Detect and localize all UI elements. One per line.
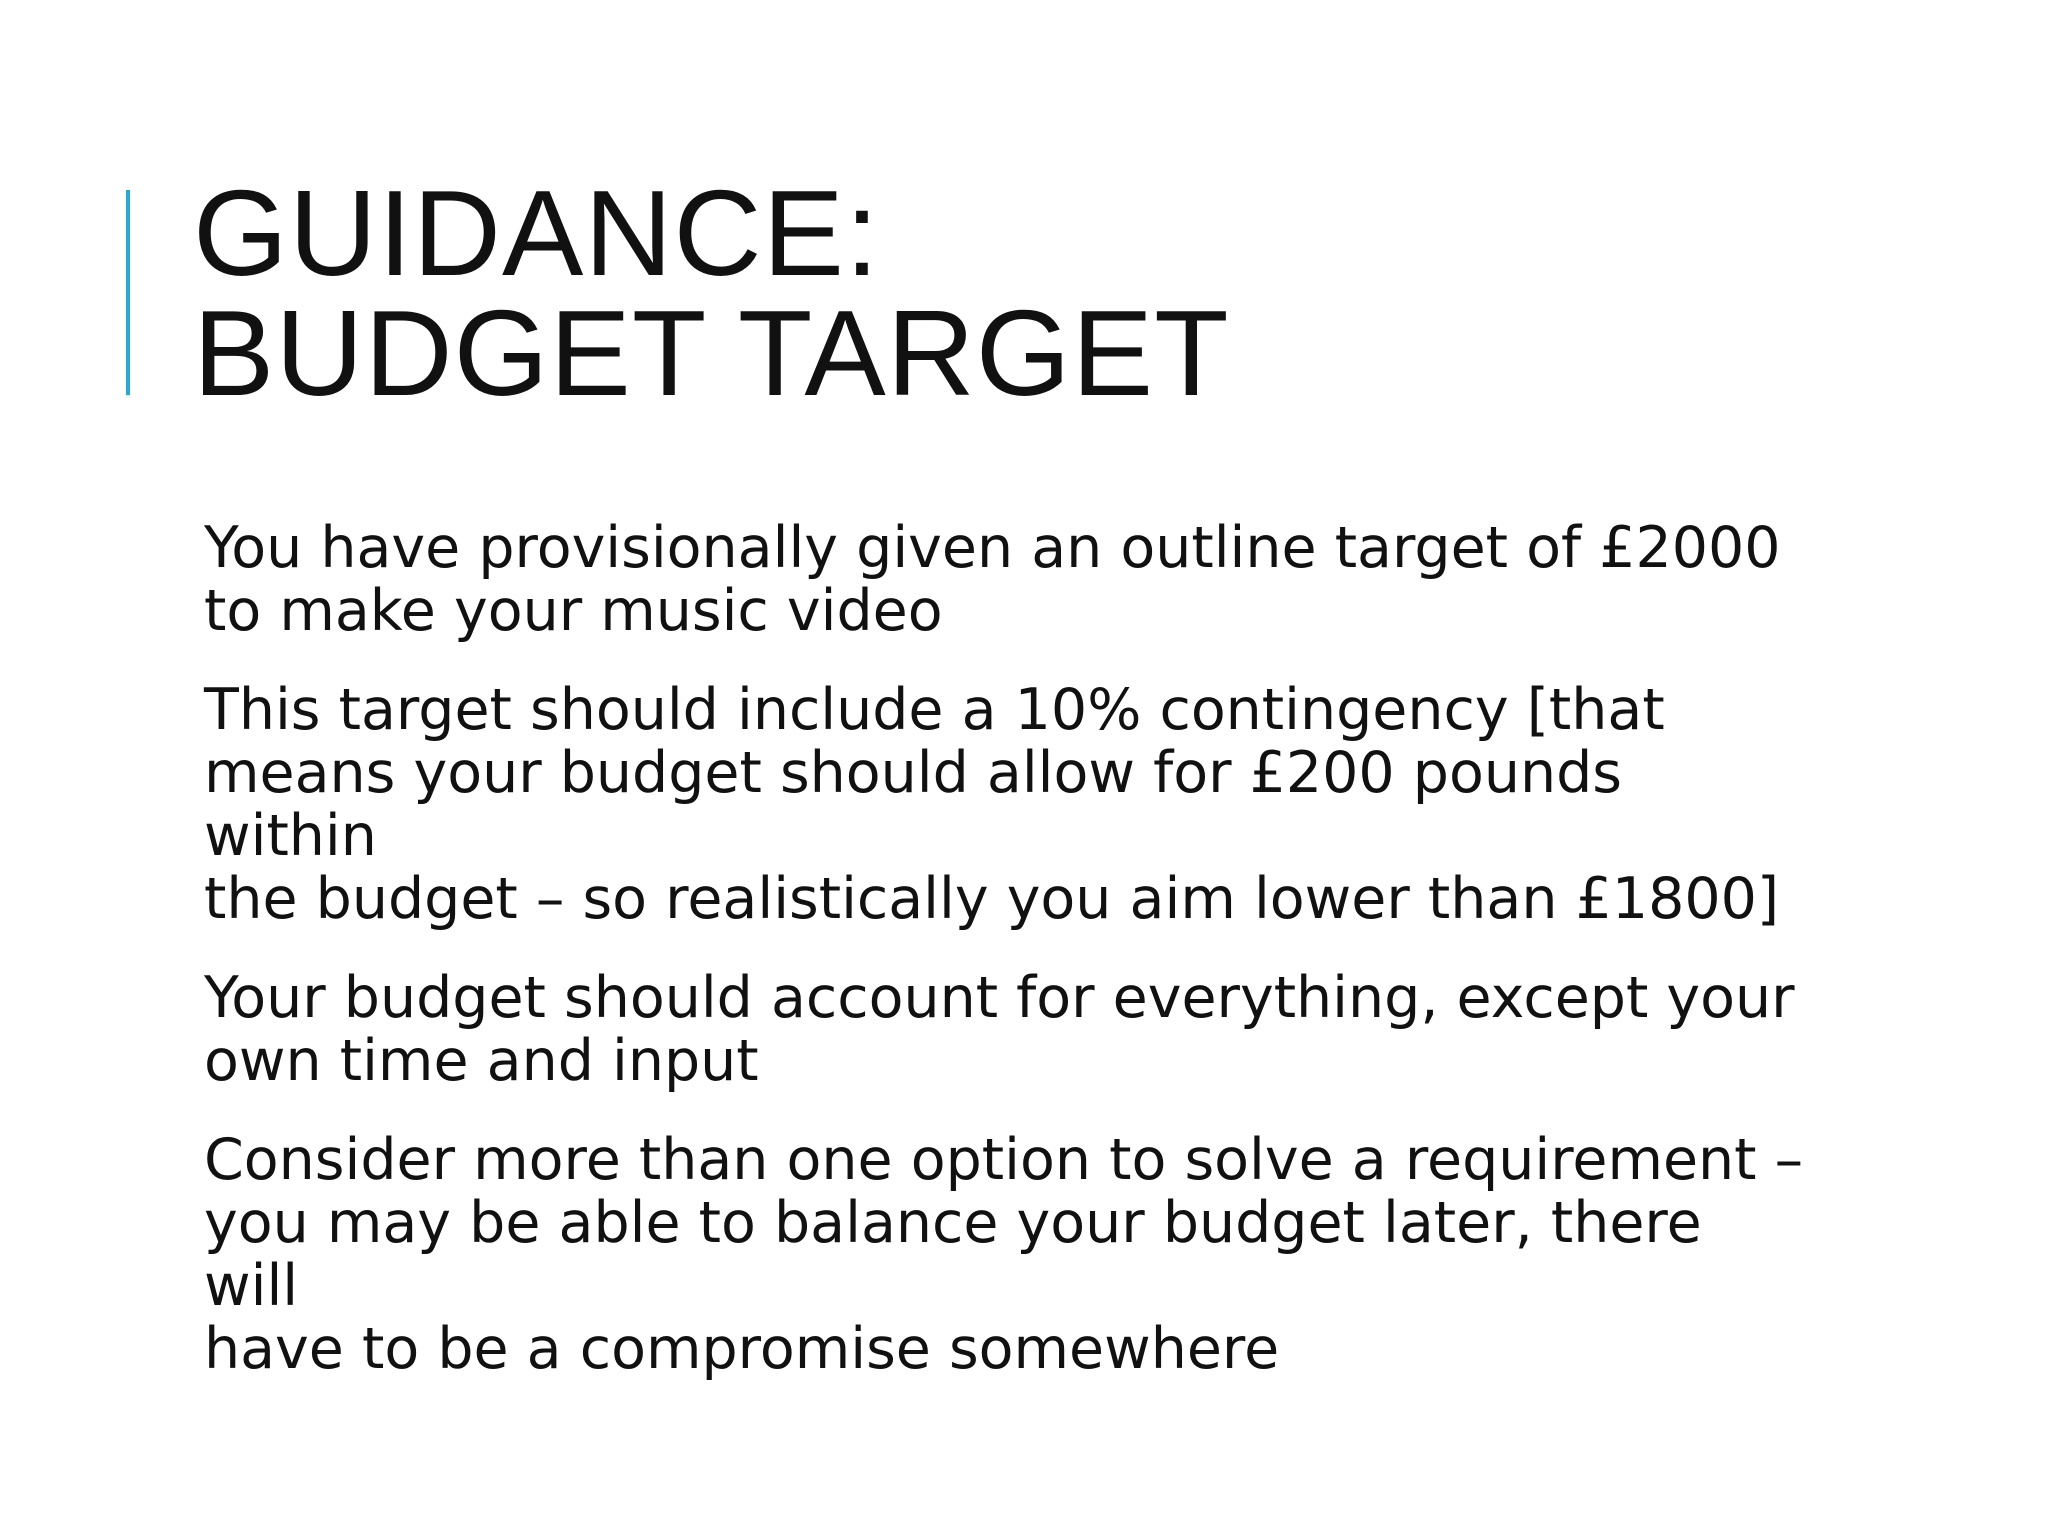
body-paragraph-2: This target should include a 10% contingency [that means your budget should allow for £200 pounds within the budget – so realistically you aim lower than £1800] <box>204 677 1780 932</box>
title-line-2: BUDGET TARGET <box>193 285 1230 421</box>
title-line-1: GUIDANCE: <box>193 165 880 301</box>
title-accent-bar <box>126 190 130 395</box>
slide-body <box>204 517 1804 1417</box>
body-paragraph-4: Consider more than one option to solve a requirement – you may be able to balance your budget later, there will have to be a compromise somewhere <box>204 1127 1804 1382</box>
slide-title <box>193 165 1230 421</box>
body-paragraph-3: Your budget should account for everything, except your own time and input <box>204 965 1795 1094</box>
body-paragraph-1: You have provisionally given an outline target of £2000 to make your music video <box>204 515 1781 644</box>
